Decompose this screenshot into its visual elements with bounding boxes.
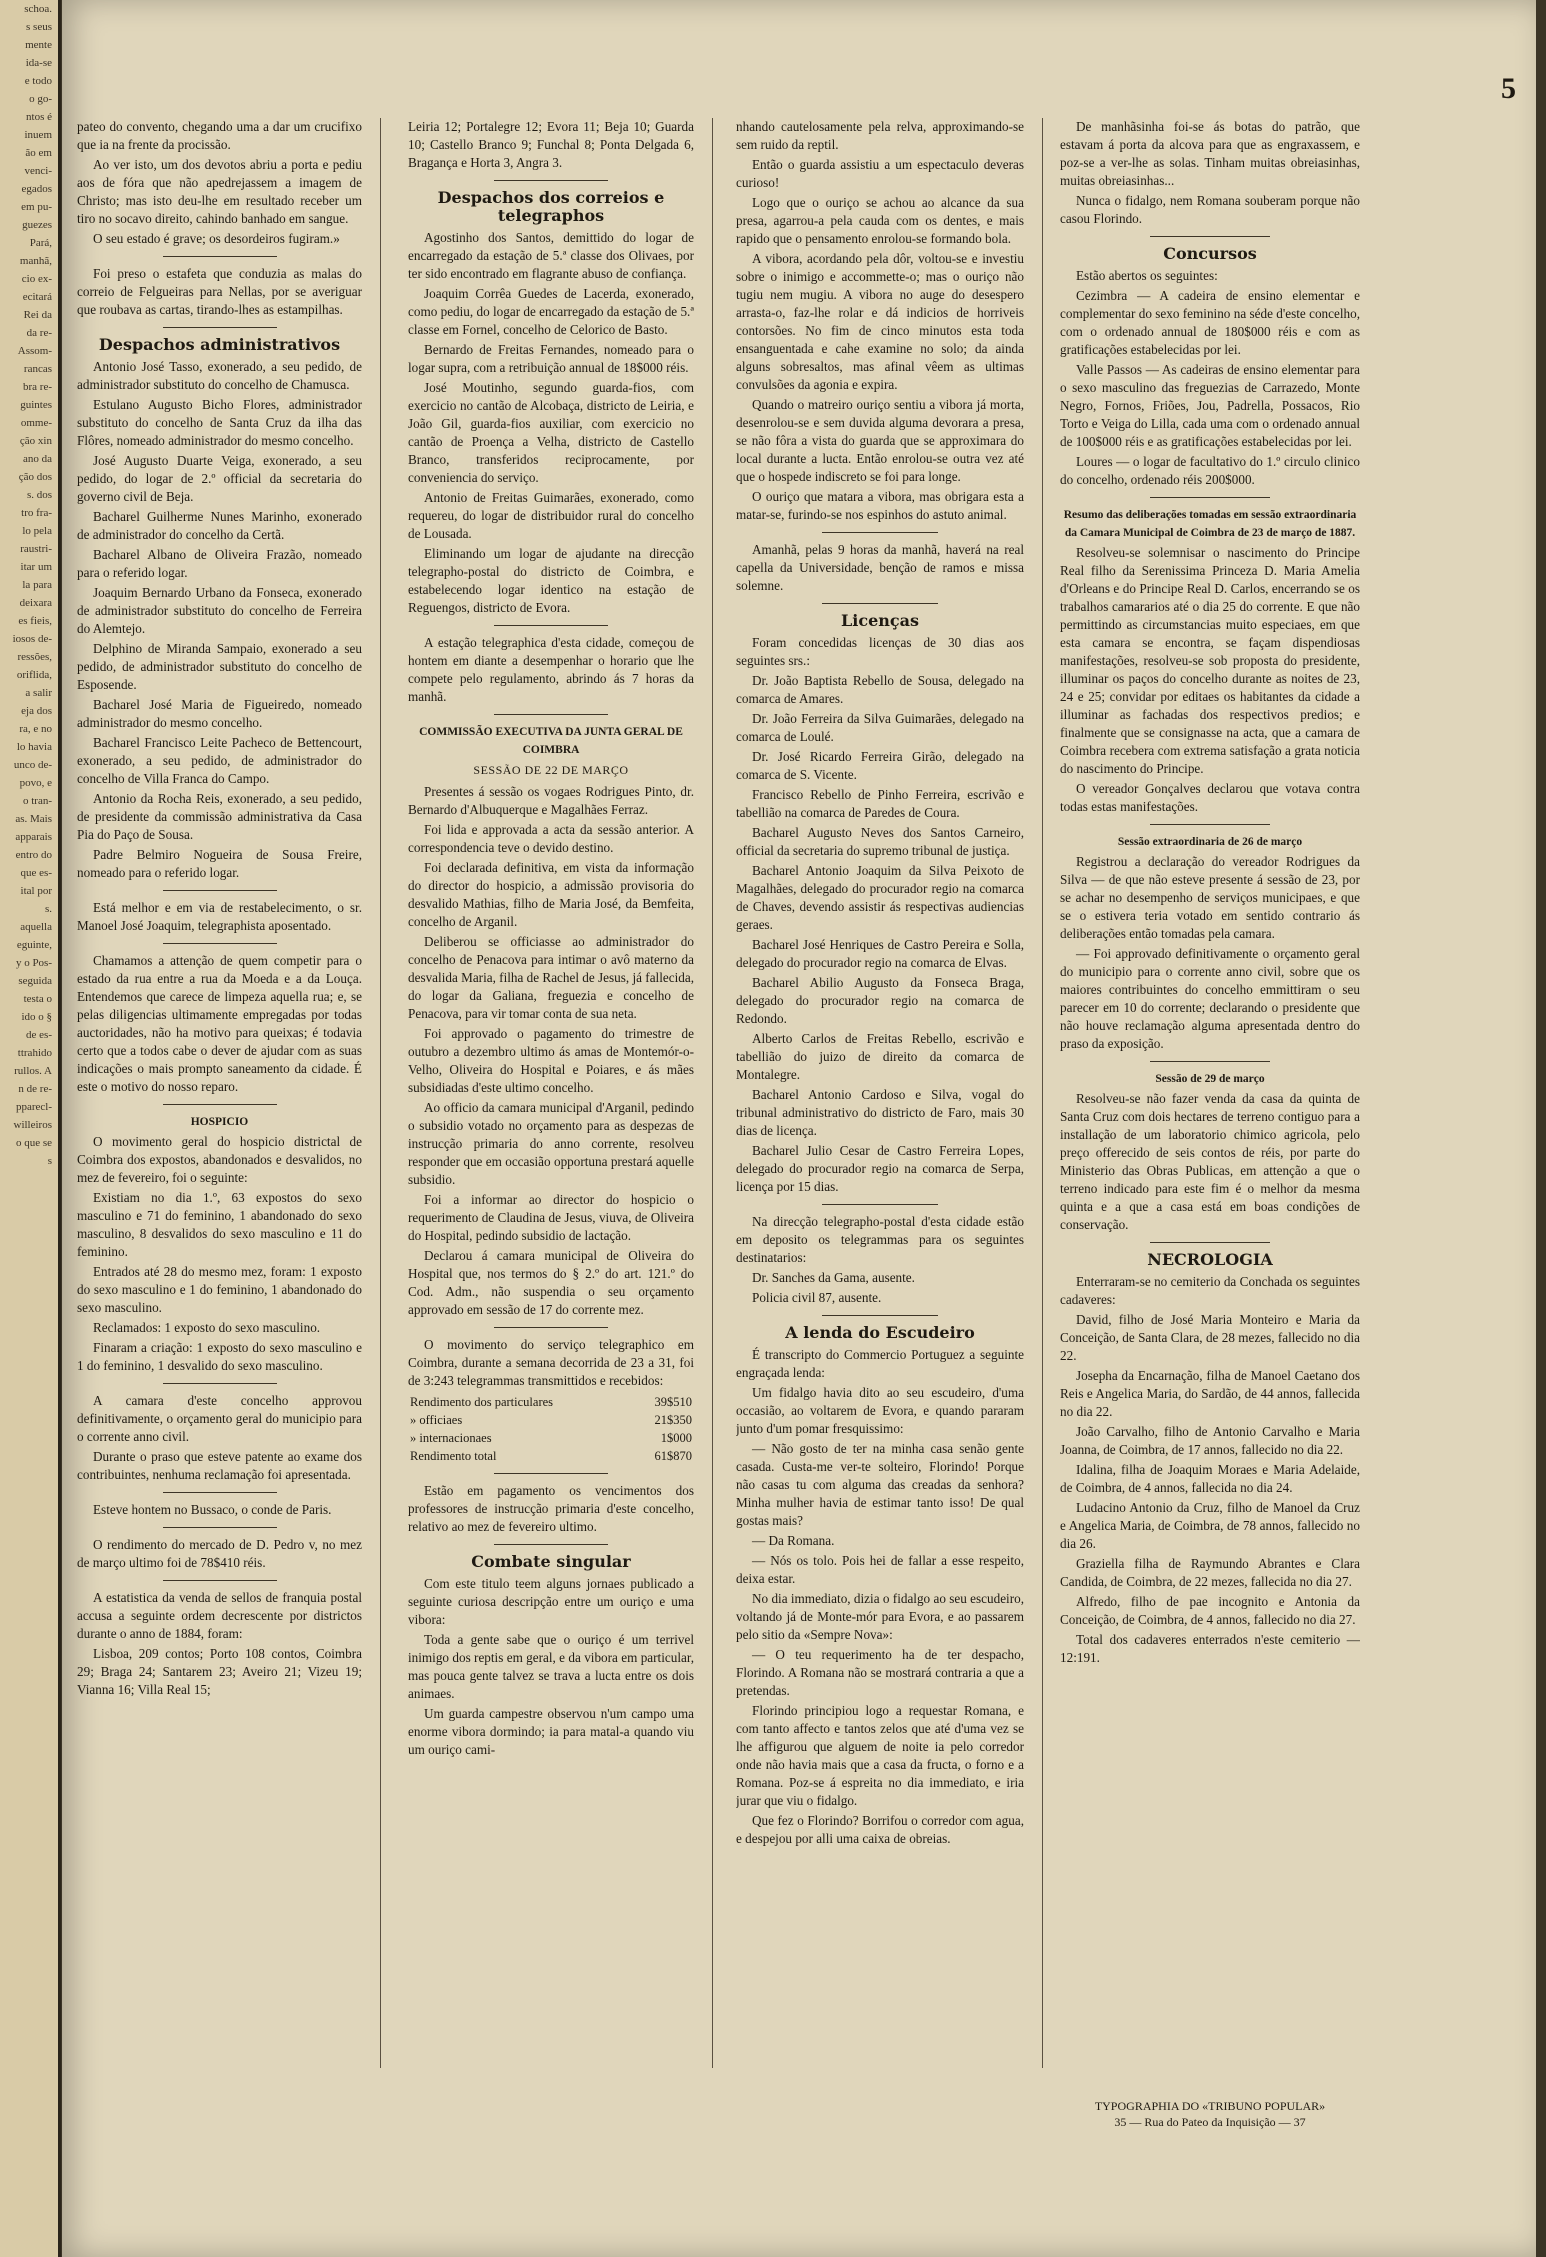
article-paragraph: José Moutinho, segundo guarda-fios, com exercicio no cantão de Alcobaça, districto de Leiria, e João Gil, guarda-fios auxiliar, com exercicio no cantão de Proença a Velha, districto de Castello Branco, transferidos reciprocamente, por conveniencia do serviço.: [408, 380, 694, 485]
section-divider: [163, 890, 277, 891]
article-paragraph: Bacharel Guilherme Nunes Marinho, exonerado de administrador do concelho da Certã.: [77, 509, 362, 542]
bleed-fragment: willeiros: [13, 1119, 52, 1131]
left-page-bleed: [0, 0, 61, 2257]
section-divider: [822, 532, 937, 533]
article-paragraph: Policia civil 87, ausente.: [752, 1290, 882, 1305]
article-paragraph: Entrados até 28 do mesmo mez, foram: 1 exposto do sexo masculino e 1 do feminino, 1 abandonado do sexo masculino.: [77, 1264, 362, 1315]
column-2: [408, 118, 694, 2118]
article-paragraph: Bacharel Abilio Augusto da Fonseca Braga, delegado do procurador regio na comarca de Redondo.: [736, 975, 1024, 1026]
article-paragraph: O ouriço que matara a vibora, mas obrigara esta a matar-se, furindo-se nos espinhos do astuto animal.: [736, 489, 1024, 522]
article-paragraph: Florindo principiou logo a requestar Romana, e com tanto affecto e tantos zelos que até d'uma vez se lhe affigurou que alguem de noite ia pelo corredor onde não havia mais que a casa da fructa, o forno e a Romana. Poz-se á espreita no dia immediato, e iria jurar que viu o fidalgo.: [736, 1703, 1024, 1808]
article-paragraph: Bacharel José Henriques de Castro Pereira e Solla, delegado do procurador regio na comarca de Elvas.: [736, 937, 1024, 970]
article-paragraph: pateo do convento, chegando uma a dar um crucifixo que ia na frente da procissão.: [77, 119, 362, 152]
article-paragraph: Foi approvado o pagamento do trimestre de outubro a dezembro ultimo ás amas de Montemór-o-Velho, Oliveira do Hospital e Poiares, e ás mães subsidiadas d'este ultimo concelho.: [408, 1026, 694, 1095]
article-paragraph: A camara d'este concelho approvou definitivamente, o orçamento geral do municipio para o corrente anno civil.: [77, 1393, 362, 1444]
bleed-fragment: itar um: [20, 561, 52, 573]
section-divider: [494, 625, 608, 626]
article-paragraph: Loures — o logar de facultativo do 1.º circulo clinico do concelho, ordenado réis 200$000.: [1060, 454, 1360, 487]
section-divider: [1150, 1061, 1270, 1062]
column-4: [1060, 118, 1360, 2118]
article-paragraph: Declarou á camara municipal de Oliveira do Hospital que, nos termos do § 2.º do art. 121.º do Cod. Adm., não suspendia o seu orçamento approvado em sessão de 17 do corrente mez.: [408, 1248, 694, 1317]
bleed-fragment: Rei da: [23, 309, 52, 321]
bleed-fragment: que es-: [20, 867, 52, 879]
article-paragraph: Um fidalgo havia dito ao seu escudeiro, d'uma occasião, ao voltarem de Evora, e quando pararam junto d'um pomar fresquissimo:: [736, 1385, 1024, 1436]
bleed-fragment: tro fra-: [21, 507, 52, 519]
article-paragraph: Presentes á sessão os vogaes Rodrigues Pinto, dr. Bernardo d'Albuquerque e Magalhães Ferraz.: [408, 784, 694, 817]
section-heading: Combate singular: [471, 1552, 631, 1571]
article-paragraph: Bacharel Augusto Neves dos Santos Carneiro, official da secretaria do supremo tribunal de justiça.: [736, 825, 1024, 858]
bleed-fragment: s. dos: [26, 489, 52, 501]
bleed-fragment: a salir: [25, 687, 52, 699]
article-paragraph: Padre Belmiro Nogueira de Sousa Freire, nomeado para o referido logar.: [77, 847, 362, 880]
bleed-fragment: aquella: [20, 921, 52, 933]
bleed-fragment: de es-: [26, 1029, 52, 1041]
article-paragraph: Estão abertos os seguintes:: [1076, 268, 1218, 283]
article-paragraph: Leiria 12; Portalegre 12; Evora 11; Beja 10; Guarda 10; Castello Branco 9; Funchal 8; Ponta Delgada 6, Bragança e Horta 3, Angra 3.: [408, 119, 694, 170]
article-paragraph: Idalina, filha de Joaquim Moraes e Maria Adelaide, de Coimbra, de 4 annos, fallecida no dia 24.: [1060, 1462, 1360, 1495]
bleed-fragment: lo havia: [16, 741, 52, 753]
section-divider: [1150, 824, 1270, 825]
article-paragraph: Enterraram-se no cemiterio da Conchada os seguintes cadaveres:: [1060, 1274, 1360, 1307]
article-paragraph: Finaram a criação: 1 exposto do sexo masculino e 1 do feminino, 1 desvalido do sexo masculino.: [77, 1340, 362, 1373]
newspaper-page: [62, 0, 1536, 2257]
article-paragraph: Dr. Sanches da Gama, ausente.: [752, 1270, 915, 1285]
article-paragraph: De manhãsinha foi-se ás botas do patrão, que estavam á porta da alcova para que as engraxassem, e poz-se a ver-lhe as solas. Tinham muitas obreiasinhas, muitas obreiasinhas...: [1060, 119, 1360, 188]
bleed-fragment: s seus: [26, 21, 52, 33]
bleed-fragment: lo pela: [22, 525, 52, 537]
article-paragraph: Dr. João Baptista Rebello de Sousa, delegado na comarca de Amares.: [736, 673, 1024, 706]
article-paragraph: Antonio de Freitas Guimarães, exonerado, como requereu, do logar de distribuidor rural do concelho de Lousada.: [408, 490, 694, 541]
article-paragraph: Joaquim Bernardo Urbano da Fonseca, exonerado de administrador substituto do concelho de Ferreira do Alemtejo.: [77, 585, 362, 636]
bleed-fragment: ção dos: [18, 471, 52, 483]
table-row: [408, 1411, 694, 1429]
article-paragraph: Foi preso o estafeta que conduzia as malas do correio de Felgueiras para Nellas, por se averiguar que roubava as cartas, tirando-lhes as estampilhas.: [77, 266, 362, 317]
section-divider: [494, 180, 608, 181]
bleed-fragment: ra, e no: [19, 723, 52, 735]
total-value: 61$870: [654, 1449, 692, 1463]
article-paragraph: Agostinho dos Santos, demittido do logar de encarregado da estação de 5.ª classe dos Olivaes, por ter sido encontrado em flagrante abuso de confiança.: [408, 230, 694, 281]
section-divider: [1150, 497, 1270, 498]
article-paragraph: Total dos cadaveres enterrados n'este cemiterio — 12:191.: [1060, 1632, 1360, 1665]
article-paragraph: Um guarda campestre observou n'um campo uma enorme vibora dormindo; ia para matal-a quando viu um ouriço cami-: [408, 1706, 694, 1757]
article-paragraph: Amanhã, pelas 9 horas da manhã, haverá na real capella da Universidade, benção de ramos e missa solemne.: [736, 542, 1024, 593]
article-paragraph: Josepha da Encarnação, filha de Manoel Caetano dos Reis e Angelica Maria, do Sardão, de 44 annos, fallecida no dia 22.: [1060, 1368, 1360, 1419]
article-paragraph: Bacharel José Maria de Figueiredo, nomeado administrador do mesmo concelho.: [77, 697, 362, 730]
article-paragraph: A vibora, acordando pela dôr, voltou-se e investiu sobre o inimigo e accommette-o; mas o ouriço não tugiu nem mugiu. A vibora no auge do desespero arrasta-o, faz-lhe rolar e dá indicios de horriveis contorsões. No fim de cinco minutos esta toda ensanguentada e cahe examine no solo; da ainda alguns sobresaltos, mas afinal vêem as ultimas convulsões da agonia e expira.: [736, 251, 1024, 392]
column-divider: [380, 118, 381, 2068]
bleed-fragment: Pará,: [29, 237, 52, 249]
bleed-fragment: omme-: [20, 417, 52, 429]
bleed-fragment: oriflida,: [16, 669, 52, 681]
article-paragraph: Chamamos a attenção de quem competir para o estado da rua entre a rua da Moeda e a da Louça. Entendemos que carece de limpeza aquella rua; e, se pelas diligencias ultimamente empregadas por todas auctoridades, não ha motivo para queixas; é todavia certo que a todos cabe o dever de ajudar com as suas indicações o mais prompto saneamento da cidade. É este o motivo do nosso reparo.: [77, 953, 362, 1094]
section-divider: [494, 1544, 608, 1545]
row-label: » officiaes: [410, 1413, 463, 1427]
article-paragraph: Eliminando um logar de ajudante na direcção telegrapho-postal do districto de Coimbra, e estabelecendo logar identico na estação de Reguengos, districto de Evora.: [408, 546, 694, 615]
section-heading: COMMISSÃO EXECUTIVA DA JUNTA GERAL DE COIMBRA: [419, 726, 683, 756]
article-paragraph: Bernardo de Freitas Fernandes, nomeado para o logar supra, com a retribuição annual de 18$000 réis.: [408, 342, 694, 375]
article-paragraph: Ludacino Antonio da Cruz, filho de Manoel da Cruz e Angelica Maria, de Coimbra, de 78 annos, fallecido no dia 26.: [1060, 1500, 1360, 1551]
column-divider: [1042, 118, 1043, 2068]
column-1: [77, 118, 362, 2118]
section-divider: [494, 1473, 608, 1474]
article-paragraph: Valle Passos — As cadeiras de ensino elementar para o sexo masculino das freguezias de Carrazedo, Monte Negro, Fornos, Friões, Jou, Padrella, Possacos, Rio Torto e Veiga do Lilla, cada uma com o ordenado annual de 100$000 réis e as gratificações estabelecidas por lei.: [1060, 362, 1360, 449]
article-paragraph: O seu estado é grave; os desordeiros fugiram.»: [93, 231, 340, 246]
section-heading: Sessão extraordinaria de 26 de março: [1117, 836, 1303, 848]
article-paragraph: Toda a gente sabe que o ouriço é um terrivel inimigo dos reptis em geral, e da vibora em particular, mas pouca gente talvez se trava a lucta entre os dois animaes.: [408, 1632, 694, 1701]
bleed-fragment: o go-: [29, 93, 52, 105]
bleed-fragment: ecitará: [22, 291, 52, 303]
bleed-fragment: as. Mais: [15, 813, 52, 825]
bleed-fragment: la para: [22, 579, 52, 591]
article-paragraph: Foi declarada definitiva, em vista da informação do director do hospicio, a admissão provisoria do desvalido Mathias, filho de Maria José, da Bemfeita, concelho de Arganil.: [408, 860, 694, 929]
bleed-fragment: es fieis,: [18, 615, 52, 627]
bleed-fragment: ido o §: [21, 1011, 52, 1023]
article-paragraph: Ao ver isto, um dos devotos abriu a porta e pediu aos de fóra que não apedrejassem a imagem de Christo; mas isto deu-lhe em resultado receber um tiro no socavo direito, cahindo banhado em sangue.: [77, 157, 362, 226]
section-heading: Concursos: [1163, 244, 1257, 263]
section-heading: Licenças: [841, 611, 919, 630]
bleed-fragment: ressões,: [17, 651, 52, 663]
imprint-line-2: 35 — Rua do Pateo da Inquisição — 37: [1114, 2115, 1306, 2129]
section-divider: [822, 603, 937, 604]
section-divider: [822, 1204, 937, 1205]
bleed-fragment: cio ex-: [21, 273, 52, 285]
bleed-fragment: eguinte,: [16, 939, 52, 951]
bleed-fragment: povo, e: [19, 777, 52, 789]
article-paragraph: Deliberou se officiasse ao administrador do concelho de Penacova para intimar o avô materno da desvalida Maria, filha de Rachel de Jesus, já fallecida, do logar da Galiana, freguezia e concelho de Penacova, para vir tomar conta de sua neta.: [408, 934, 694, 1021]
article-paragraph: Alberto Carlos de Freitas Rebello, escrivão e tabellião do juizo de direito da comarca de Montalegre.: [736, 1031, 1024, 1082]
article-paragraph: Estulano Augusto Bicho Flores, administrador substituto do concelho de Santa Cruz da ilha das Flôres, nomeado administrador do mesmo concelho.: [77, 397, 362, 448]
bleed-fragment: rancas: [23, 363, 52, 375]
article-paragraph: — Nós os tolo. Pois hei de fallar a esse respeito, deixa estar.: [736, 1553, 1024, 1586]
bleed-fragment: y o Pos-: [15, 957, 52, 969]
bleed-fragment: seguida: [18, 975, 52, 987]
section-divider: [163, 327, 277, 328]
section-divider: [494, 1327, 608, 1328]
imprint-line-1: TYPOGRAPHIA DO «TRIBUNO POPULAR»: [1094, 2099, 1326, 2113]
bleed-fragment: n de re-: [18, 1083, 52, 1095]
telegraph-revenue-table: [408, 1393, 694, 1465]
article-paragraph: Registrou a declaração do vereador Rodrigues da Silva — de que não esteve presente á sessão de 23, por se achar no desempenho de serviços municipaes, e que se o estivera teria votado em sentido contrario ás deliberações então tomadas pela camara.: [1060, 854, 1360, 941]
article-paragraph: O movimento geral do hospicio districtal de Coimbra dos expostos, abandonados e desvalidos, no mez de fevereiro, foi o seguinte:: [77, 1134, 362, 1185]
article-paragraph: Na direcção telegrapho-postal d'esta cidade estão em deposito os telegrammas para os seguintes destinatarios:: [736, 1214, 1024, 1265]
article-paragraph: Foram concedidas licenças de 30 dias aos seguintes srs.:: [736, 635, 1024, 668]
article-paragraph: Então o guarda assistiu a um espectaculo deveras curioso!: [736, 157, 1024, 190]
bleed-fragment: ção xin: [19, 435, 52, 447]
article-paragraph: Ao officio da camara municipal d'Arganil, pedindo o subsidio votado no orçamento para as despezas de instrucção primaria do anno corrente, resolveu responder que em occasião opportuna prestará aquelle subsidio.: [408, 1100, 694, 1187]
article-paragraph: Nunca o fidalgo, nem Romana souberam porque não casou Florindo.: [1060, 193, 1360, 226]
bleed-fragment: entro do: [15, 849, 52, 861]
bleed-fragment: ital por: [20, 885, 52, 897]
section-divider: [494, 714, 608, 715]
article-paragraph: — Não gosto de ter na minha casa senão gente casada. Custa-me ver-te solteiro, Florindo! Porque não casas tu com alguma das creadas da senhora? Minha mulher havia de estimar tanto isso! De qual gostas mais?: [736, 1441, 1024, 1528]
bleed-fragment: apparais: [15, 831, 52, 843]
row-label: Rendimento dos particulares: [410, 1395, 554, 1409]
article-paragraph: David, filho de José Maria Monteiro e Maria da Conceição, de Santa Clara, de 28 mezes, fallecido no dia 22.: [1060, 1312, 1360, 1363]
article-paragraph: Esteve hontem no Bussaco, o conde de Paris.: [93, 1502, 332, 1517]
bleed-fragment: iosos de-: [12, 633, 52, 645]
bleed-fragment: testa o: [23, 993, 52, 1005]
row-label: » internacionaes: [410, 1431, 492, 1445]
article-paragraph: Com este titulo teem alguns jornaes publicado a seguinte curiosa descripção entre um ouriço e uma vibora:: [408, 1576, 694, 1627]
section-divider: [163, 1580, 277, 1581]
bleed-fragment: eja dos: [21, 705, 52, 717]
bleed-fragment: s.: [44, 903, 52, 915]
article-paragraph: No dia immediato, dizia o fidalgo ao seu escudeiro, voltando já de Monte-mór para Evora, e ao passarem pelo sitio da «Sempre Nova»:: [736, 1591, 1024, 1642]
bleed-fragment: schoa.: [24, 3, 52, 15]
article-paragraph: Graziella filha de Raymundo Abrantes e Clara Candida, de Coimbra, de 22 mezes, fallecida no dia 27.: [1060, 1556, 1360, 1589]
article-paragraph: — O teu requerimento ha de ter despacho, Florindo. A Romana não se mostrará contraria a que a pretendas.: [736, 1647, 1024, 1698]
total-label: Rendimento total: [410, 1449, 497, 1463]
bleed-fragment: ida-se: [25, 57, 52, 69]
article-paragraph: — Da Romana.: [752, 1533, 835, 1548]
bleed-fragment: unco de-: [13, 759, 52, 771]
section-heading: Resumo das deliberações tomadas em sessão extraordinaria da Camara Municipal de Coimbra de 23 de março de 1887.: [1063, 509, 1357, 539]
article-paragraph: Bacharel Julio Cesar de Castro Ferreira Lopes, delegado do procurador regio na comarca de Serpa, licença por 15 dias.: [736, 1143, 1024, 1194]
section-divider: [163, 943, 277, 944]
section-heading: Despachos administrativos: [98, 335, 341, 354]
article-paragraph: Foi lida e approvada a acta da sessão anterior. A correspondencia teve o devido destino.: [408, 822, 694, 855]
table-total-row: [408, 1447, 694, 1465]
article-paragraph: Antonio José Tasso, exonerado, a seu pedido, de administrador substituto do concelho de Chamusca.: [77, 359, 362, 392]
bleed-fragment: guintes: [20, 399, 52, 411]
article-paragraph: Resolveu-se solemnisar o nascimento do Principe Real filho da Serenissima Princeza D. Maria Amelia d'Orleans e do Principe Real D. Carlos, encerrando se os trabalhos camararios até o dia 25 do corrente. E que não permittindo as circumstancias muito especiaes, em que esta camara se encontra, se façam dispendiosas manifestações, resolveu-se sob proposta do presidente, illuminar os paços do concelho durante as noites de 23, 24 e 25; convidar por editaes os habitantes da cidade a illuminar as fachadas dos respectivos predios; e finalmente que se consignasse na acta, que a camara de Coimbra recebera com extrema satisfação a grata noticia do nascimento do Principe.: [1060, 545, 1360, 776]
section-heading: HOSPICIO: [190, 1116, 249, 1128]
article-paragraph: Dr. João Ferreira da Silva Guimarães, delegado na comarca de Loulé.: [736, 711, 1024, 744]
bleed-fragment: ttrahido: [17, 1047, 52, 1059]
section-divider: [163, 1104, 277, 1105]
article-paragraph: Que fez o Florindo? Borrifou o corredor com agua, e despejou por alli uma caixa de obreias.: [736, 1813, 1024, 1846]
row-value: 1$000: [660, 1431, 692, 1445]
article-paragraph: João Carvalho, filho de Antonio Carvalho e Maria Joanna, de Coimbra, de 17 annos, fallecido no dia 22.: [1060, 1424, 1360, 1457]
bleed-fragment: s: [47, 1155, 52, 1167]
section-heading: Sessão de 29 de março: [1155, 1073, 1265, 1085]
article-paragraph: Delphino de Miranda Sampaio, exonerado a seu pedido, de administrador substituto do concelho de Esposende.: [77, 641, 362, 692]
article-paragraph: Resolveu-se não fazer venda da casa da quinta de Santa Cruz com dois hectares de terreno contiguo para a installação de um laboratorio chimico agricola, pelo preço offerecido de seis contos de réis, por parte do Ministerio das Obras Publicas, em attenção a que o terreno indicado para este fim é o melhor da mesma quinta e a que a casa está em boas condições de conservação.: [1060, 1091, 1360, 1232]
bleed-fragment: ão em: [25, 147, 52, 159]
bleed-fragment: deixara: [19, 597, 52, 609]
article-paragraph: Cezimbra — A cadeira de ensino elementar e complementar do sexo feminino na séde d'este concelho, com o ordenado annual de 180$000 réis e com as gratificações estabelecidas por lei.: [1060, 288, 1360, 357]
article-paragraph: Alfredo, filho de pae incognito e Antonia da Conceição, de Coimbra, de 4 annos, fallecido no dia 27.: [1060, 1594, 1360, 1627]
article-paragraph: Existiam no dia 1.º, 63 expostos do sexo masculino e 71 do feminino, 1 abandonado do sexo masculino, 8 desvalidos do sexo masculino e 11 do feminino.: [77, 1190, 362, 1259]
bleed-fragment: inuem: [24, 129, 52, 141]
section-heading: NECROLOGIA: [1147, 1250, 1273, 1269]
bleed-fragment: ano da: [22, 453, 52, 465]
section-divider: [1150, 1242, 1270, 1243]
article-paragraph: A estação telegraphica d'esta cidade, começou de hontem em diante a desempenhar o horario que lhe compete pelo regulamento, abrindo ás 7 horas da manhã.: [408, 635, 694, 704]
article-paragraph: Bacharel Francisco Leite Pacheco de Bettencourt, exonerado, a seu pedido, de administrador do concelho de Villa Franca do Campo.: [77, 735, 362, 786]
section-divider: [163, 256, 277, 257]
column-3: [736, 118, 1024, 2118]
row-value: 21$350: [654, 1413, 692, 1427]
bleed-fragment: guezes: [22, 219, 52, 231]
row-value: 39$510: [654, 1395, 692, 1409]
section-divider: [163, 1527, 277, 1528]
table-row: [408, 1393, 694, 1411]
bleed-fragment: e todo: [24, 75, 52, 87]
article-paragraph: O vereador Gonçalves declarou que votava contra todas estas manifestações.: [1060, 781, 1360, 814]
article-paragraph: Bacharel Albano de Oliveira Frazão, nomeado para o referido logar.: [77, 547, 362, 580]
bleed-fragment: ntos é: [26, 111, 52, 123]
bleed-fragment: o que se: [15, 1137, 52, 1149]
printer-imprint: [1060, 2098, 1360, 2130]
bleed-fragment: egados: [21, 183, 52, 195]
article-paragraph: Quando o matreiro ouriço sentiu a vibora já morta, desenrolou-se e sem duvida alguma devorara a presa, se não fôra a vista do guarda que se approximara do local durante a lucta. Então enrolou-se outra vez até que o hospede indiscreto se foi para longe.: [736, 397, 1024, 484]
section-heading: Despachos dos correios e telegraphos: [437, 188, 665, 225]
article-paragraph: Reclamados: 1 exposto do sexo masculino.: [93, 1320, 321, 1335]
bleed-fragment: venci-: [24, 165, 52, 177]
article-paragraph: Dr. José Ricardo Ferreira Girão, delegado na comarca de S. Vicente.: [736, 749, 1024, 782]
bleed-fragment: mente: [25, 39, 52, 51]
bleed-fragment: manhã,: [19, 255, 52, 267]
section-heading: A lenda do Escudeiro: [785, 1323, 975, 1342]
section-divider: [1150, 236, 1270, 237]
article-paragraph: Lisboa, 209 contos; Porto 108 contos, Coimbra 29; Braga 24; Santarem 23; Aveiro 21; Vizeu 19; Vianna 16; Villa Real 15;: [77, 1646, 362, 1697]
article-paragraph: Antonio da Rocha Reis, exonerado, a seu pedido, de presidente da commissão administrativa da Casa Pia do Paço de Sousa.: [77, 791, 362, 842]
article-paragraph: Bacharel Antonio Joaquim da Silva Peixoto de Magalhães, delegado do procurador regio na comarca de Chaves, devendo assistir ás respectivas audiencias geraes.: [736, 863, 1024, 932]
bleed-fragment: da re-: [26, 327, 52, 339]
article-paragraph: Está melhor e em via de restabelecimento, o sr. Manoel José Joaquim, telegraphista aposentado.: [77, 900, 362, 933]
article-paragraph: Francisco Rebello de Pinho Ferreira, escrivão e tabellião na comarca de Paredes de Coura.: [736, 787, 1024, 820]
page-number: 5: [1501, 72, 1516, 105]
article-paragraph: Logo que o ouriço se achou ao alcance da sua presa, agarrou-a pela cauda com os dentes, e mais rapido que o pensamento enrolou-se formando bola.: [736, 195, 1024, 246]
section-subheading: SESSÃO DE 22 DE MARÇO: [473, 763, 629, 777]
bleed-fragment: rullos. A: [14, 1065, 52, 1077]
bleed-fragment: Assom-: [17, 345, 52, 357]
section-divider: [163, 1383, 277, 1384]
article-paragraph: — Foi approvado definitivamente o orçamento geral do municipio para o corrente anno civil, sobre que os maiores contribuintes do concelho emmittiram o seu parecer em 10 do corrente; declarando o presidente que não houve reclamação alguma apresentada dentro do praso da exposição.: [1060, 946, 1360, 1051]
article-paragraph: É transcripto do Commercio Portuguez a seguinte engraçada lenda:: [736, 1347, 1024, 1380]
bleed-fragment: bra re-: [22, 381, 52, 393]
article-paragraph: nhando cautelosamente pela relva, approximando-se sem ruido da reptil.: [736, 119, 1024, 152]
bleed-fragment: em pu-: [21, 201, 52, 213]
section-divider: [822, 1315, 937, 1316]
bleed-fragment: o tran-: [22, 795, 52, 807]
article-paragraph: Foi a informar ao director do hospicio o requerimento de Claudina de Jesus, viuva, de Oliveira do Hospital, pedindo subsidio de lactação.: [408, 1192, 694, 1243]
article-paragraph: Joaquim Corrêa Guedes de Lacerda, exonerado, como pediu, do logar de encarregado da estação de 5.ª classe em Fornel, concelho de Celorico de Basto.: [408, 286, 694, 337]
article-paragraph: O rendimento do mercado de D. Pedro v, no mez de março ultimo foi de 78$410 réis.: [77, 1537, 362, 1570]
article-paragraph: Bacharel Antonio Cardoso e Silva, vogal do tribunal administrativo do districto de Faro, mais 30 dias de licença.: [736, 1087, 1024, 1138]
article-paragraph: José Augusto Duarte Veiga, exonerado, a seu pedido, do logar de 2.º official da secretaria do governo civil de Beja.: [77, 453, 362, 504]
column-divider: [712, 118, 713, 2068]
section-divider: [163, 1492, 277, 1493]
article-paragraph: A estatistica da venda de sellos de franquia postal accusa a seguinte ordem decrescente por districtos durante o anno de 1884, foram:: [77, 1590, 362, 1641]
bleed-fragment: pparecl-: [15, 1101, 52, 1113]
article-paragraph: Estão em pagamento os vencimentos dos professores de instrucção primaria d'este concelho, relativo ao mez de fevereiro ultimo.: [408, 1483, 694, 1534]
article-paragraph: Durante o praso que esteve patente ao exame dos contribuintes, nenhuma reclamação foi apresentada.: [77, 1449, 362, 1482]
bleed-fragment: raustri-: [20, 543, 52, 555]
table-row: [408, 1429, 694, 1447]
article-paragraph: O movimento do serviço telegraphico em Coimbra, durante a semana decorrida de 23 a 31, foi de 3:243 telegrammas transmittidos e recebidos:: [408, 1337, 694, 1388]
